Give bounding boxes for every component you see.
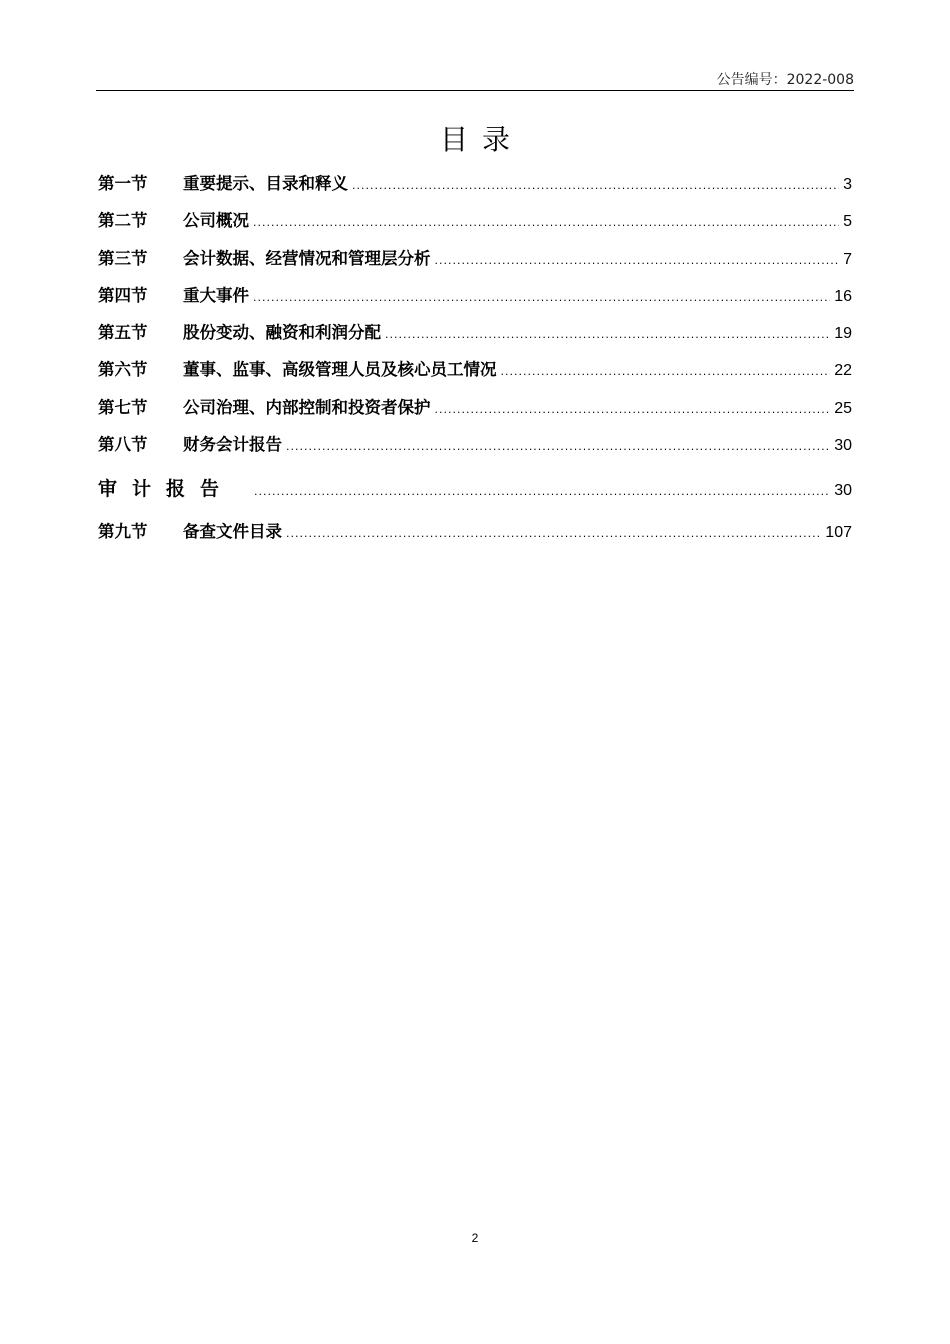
toc-section-name: 股份变动、融资和利润分配 (183, 323, 381, 343)
toc-page-number: 3 (843, 176, 852, 193)
toc-section-number: 第七节 (98, 397, 148, 417)
toc-page-number: 30 (834, 437, 852, 455)
toc-dot-leader (435, 255, 840, 266)
toc-page-number: 16 (834, 287, 852, 305)
toc-page-number: 25 (834, 399, 852, 417)
toc-section-name: 公司治理、内部控制和投资者保护 (183, 397, 431, 417)
toc-section-name: 财务会计报告 (183, 435, 282, 455)
table-of-contents (98, 170, 852, 556)
toc-entry-audit-report[interactable] (98, 468, 852, 518)
page-number: 2 (471, 1231, 479, 1245)
toc-page-number: 22 (834, 362, 852, 380)
toc-page-number: 7 (843, 250, 852, 268)
toc-section-name: 审计报告 (98, 478, 235, 501)
toc-section-name: 备查文件目录 (183, 522, 282, 542)
toc-section-name: 重大事件 (183, 285, 249, 305)
toc-entry-3[interactable] (98, 245, 852, 282)
header-rule (96, 90, 854, 91)
toc-page-number: 30 (834, 482, 852, 500)
toc-entry-7[interactable] (98, 394, 852, 431)
toc-section-name: 公司概况 (183, 211, 249, 231)
toc-dot-leader (385, 329, 830, 340)
toc-dot-leader (352, 180, 839, 191)
toc-dot-leader (253, 217, 839, 228)
toc-section-number: 第二节 (98, 211, 148, 231)
toc-section-name: 重要提示、目录和释义 (183, 174, 348, 193)
toc-section-name: 会计数据、经营情况和管理层分析 (183, 248, 431, 268)
toc-page-number: 19 (834, 325, 852, 343)
toc-section-number: 第五节 (98, 323, 148, 343)
toc-section-number: 第八节 (98, 435, 148, 455)
toc-page-number: 107 (825, 524, 852, 542)
toc-section-number: 第九节 (98, 522, 148, 542)
header-announcement-id: 公告编号：2022-008 (716, 72, 854, 88)
toc-section-number: 第三节 (98, 248, 148, 268)
toc-entry-6[interactable] (98, 356, 852, 393)
toc-page-number: 5 (843, 213, 852, 231)
toc-section-number: 第六节 (98, 360, 148, 380)
toc-entry-9[interactable] (98, 518, 852, 555)
toc-title: 目录 (439, 123, 524, 156)
toc-entry-8[interactable] (98, 431, 852, 468)
toc-section-number: 第一节 (98, 174, 148, 193)
toc-dot-leader (286, 528, 821, 539)
toc-dot-leader (501, 366, 831, 377)
toc-dot-leader (254, 486, 830, 497)
toc-entry-5[interactable] (98, 319, 852, 356)
toc-dot-leader (253, 292, 830, 303)
toc-section-name: 董事、监事、高级管理人员及核心员工情况 (183, 360, 497, 380)
toc-dot-leader (435, 404, 831, 415)
toc-entry-4[interactable] (98, 282, 852, 319)
toc-dot-leader (286, 441, 830, 452)
toc-section-number: 第四节 (98, 285, 148, 305)
toc-entry-1[interactable] (98, 170, 852, 207)
toc-entry-2[interactable] (98, 207, 852, 244)
